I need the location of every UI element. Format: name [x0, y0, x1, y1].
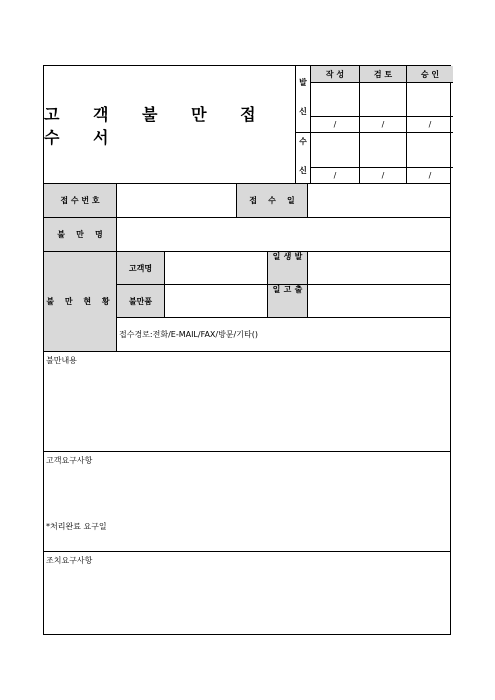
content-label: 불만내용: [46, 356, 77, 365]
complainant-label: 불 만 명: [57, 230, 103, 239]
occurrence-date-field[interactable]: [307, 251, 451, 284]
complaint-receipt-form: [43, 65, 451, 635]
receiver-date-approve[interactable]: /: [406, 167, 453, 183]
title-area: [44, 66, 295, 183]
sender-date-author[interactable]: /: [311, 116, 359, 132]
receiver-sign-approve[interactable]: [406, 132, 453, 167]
deadline-label: *처리완료 요구일: [46, 522, 107, 531]
sender-sign-author[interactable]: [311, 82, 359, 116]
customer-name-label-cell: [116, 251, 164, 284]
receiver-sign-review[interactable]: [359, 132, 406, 167]
receipt-no-label-cell: [44, 183, 116, 217]
complaint-item-field[interactable]: [164, 284, 267, 317]
receipt-date-label-cell: [236, 183, 307, 217]
complaint-item-label-cell: [116, 284, 164, 317]
occurrence-date-label: 발 생 일: [272, 252, 303, 266]
action-request-section[interactable]: [44, 551, 451, 635]
occurrence-date-label-cell: [267, 251, 307, 284]
sender-sign-review[interactable]: [359, 82, 406, 116]
receiver-date-author[interactable]: /: [311, 167, 359, 183]
delivery-date-label-cell: [267, 284, 307, 317]
delivery-date-label: 출 고 일: [272, 285, 303, 299]
header-review: 검 토: [359, 66, 406, 82]
customer-name-label: 고객명: [128, 263, 153, 273]
content-section[interactable]: [44, 351, 451, 451]
complainant-field[interactable]: [116, 217, 451, 251]
customer-request-section[interactable]: [44, 451, 451, 551]
receiver-date-review[interactable]: /: [359, 167, 406, 183]
status-label: 불 만 현 황: [46, 297, 114, 306]
receiver-sign-author[interactable]: [311, 132, 359, 167]
sender-label: 발 신: [298, 77, 308, 121]
sender-sign-approve[interactable]: [406, 82, 453, 116]
approval-block: [295, 66, 451, 183]
approval-grid: [310, 66, 452, 183]
sender-date-review[interactable]: /: [359, 116, 406, 132]
route-cell[interactable]: [116, 317, 451, 351]
header-author: 작 성: [311, 66, 359, 82]
delivery-date-field[interactable]: [307, 284, 451, 317]
complainant-label-cell: [44, 217, 116, 251]
receipt-no-label: 접 수 번 호: [60, 196, 100, 205]
sender-date-approve[interactable]: /: [406, 116, 453, 132]
sender-label-cell: [296, 66, 310, 132]
status-label-cell: [44, 251, 116, 351]
receiver-label-cell: [296, 132, 310, 183]
action-request-label: 조치요구사항: [46, 556, 93, 565]
receipt-date-field[interactable]: [307, 183, 451, 217]
customer-request-label: 고객요구사항: [46, 456, 93, 465]
receipt-no-field[interactable]: [116, 183, 236, 217]
route-label: 접수경로:전화/E-MAIL/FAX/방문/기타(): [119, 330, 258, 339]
header-approve: 승 인: [406, 66, 453, 82]
customer-name-field[interactable]: [164, 251, 267, 284]
receipt-date-label: 접 수 일: [249, 196, 295, 205]
complaint-item-label: 불만품: [128, 296, 153, 306]
receiver-label: 수 신: [298, 136, 308, 180]
form-title: 고 객 불 만 접 수 서: [44, 104, 270, 147]
